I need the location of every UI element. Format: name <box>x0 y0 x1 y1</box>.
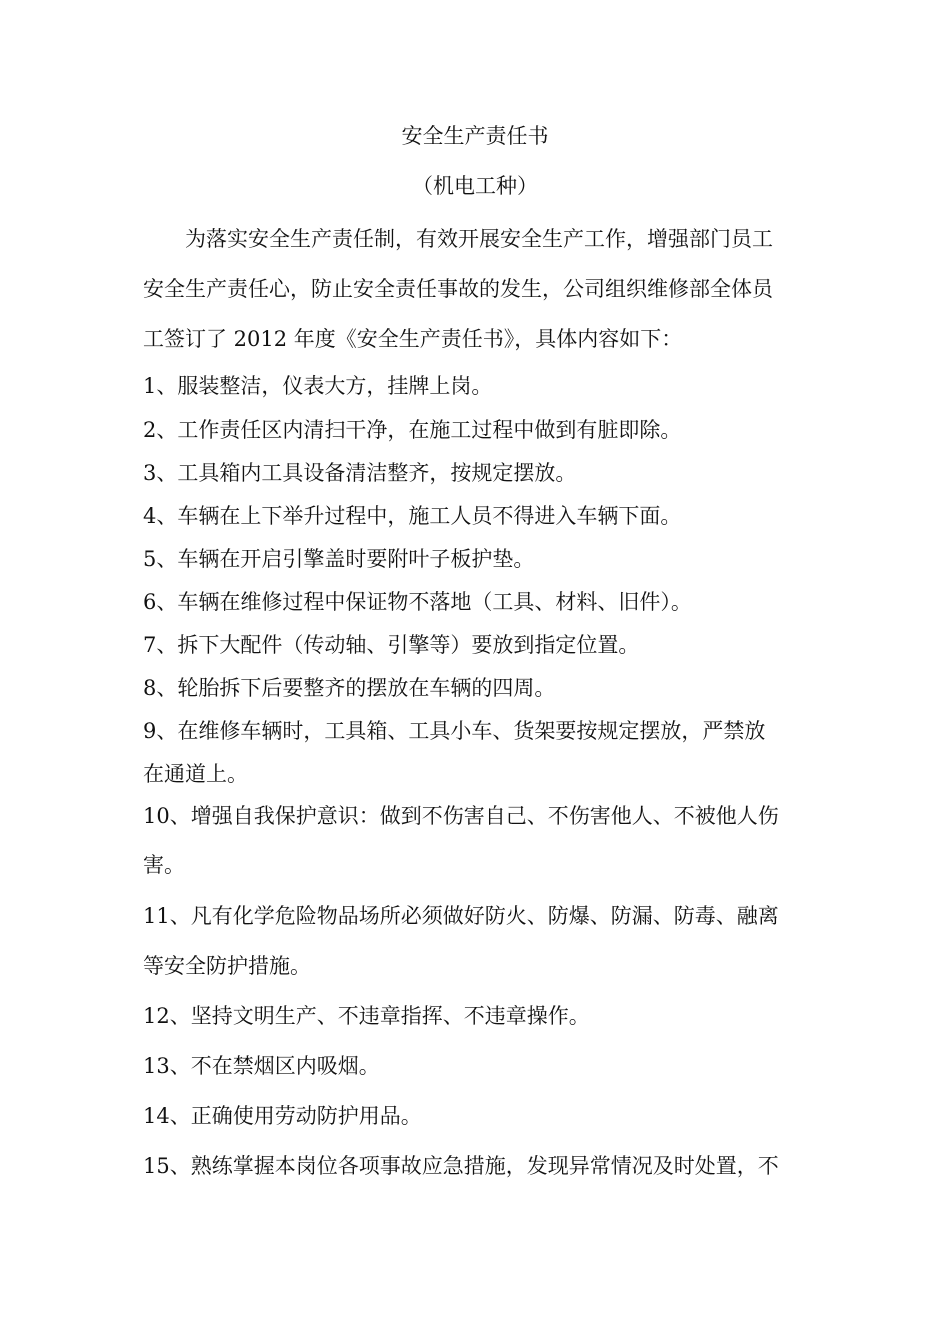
intro-line: 工签订了 2012 年度《安全生产责任书》，具体内容如下： <box>143 327 683 351</box>
list-item: 9、在维修车辆时，工具箱、工具小车、货架要按规定摆放，严禁放 <box>143 719 766 743</box>
list-item: 10、增强自我保护意识：做到不伤害自己、不伤害他人、不被他人伤 <box>143 804 779 828</box>
list-item-continuation: 在通道上。 <box>143 762 248 786</box>
list-item: 15、熟练掌握本岗位各项事故应急措施，发现异常情况及时处置，不 <box>143 1154 779 1178</box>
list-item-continuation: 等安全防护措施。 <box>143 954 311 978</box>
list-item: 7、拆下大配件（传动轴、引擎等）要放到指定位置。 <box>143 633 640 657</box>
list-item: 14、正确使用劳动防护用品。 <box>143 1104 422 1128</box>
list-item: 4、车辆在上下举升过程中，施工人员不得进入车辆下面。 <box>143 504 682 528</box>
document-title: 安全生产责任书 <box>401 124 549 148</box>
list-item: 8、轮胎拆下后要整齐的摆放在车辆的四周。 <box>143 676 556 700</box>
list-item: 3、工具箱内工具设备清洁整齐，按规定摆放。 <box>143 461 577 485</box>
list-item: 6、车辆在维修过程中保证物不落地（工具、材料、旧件）。 <box>143 590 692 614</box>
list-item: 1、服装整洁，仪表大方，挂牌上岗。 <box>143 374 493 398</box>
list-item: 13、不在禁烟区内吸烟。 <box>143 1054 380 1078</box>
list-item: 11、凡有化学危险物品场所必须做好防火、防爆、防漏、防毒、融离 <box>143 904 779 928</box>
intro-line: 为落实安全生产责任制，有效开展安全生产工作，增强部门员工 <box>143 227 773 251</box>
document-subtitle: （机电工种） <box>412 174 538 198</box>
list-item: 12、坚持文明生产、不违章指挥、不违章操作。 <box>143 1004 590 1028</box>
list-item: 2、工作责任区内清扫干净，在施工过程中做到有脏即除。 <box>143 418 682 442</box>
intro-line: 安全生产责任心，防止安全责任事故的发生，公司组织维修部全体员 <box>143 277 773 301</box>
list-item-continuation: 害。 <box>143 853 185 877</box>
list-item: 5、车辆在开启引擎盖时要附叶子板护垫。 <box>143 547 535 571</box>
